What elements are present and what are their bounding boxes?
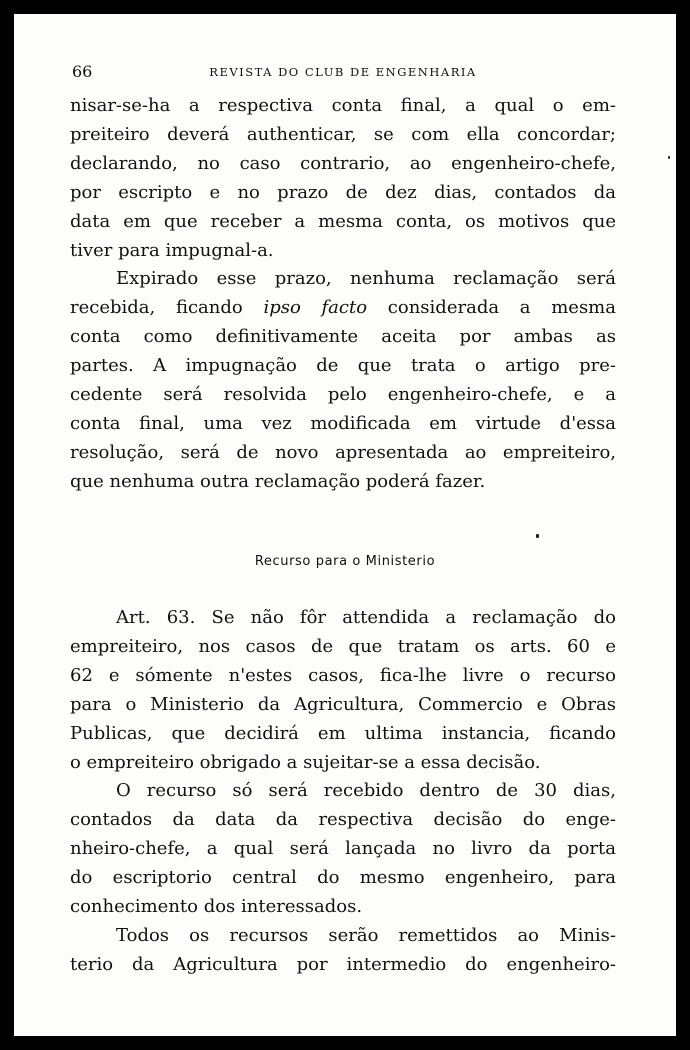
text-fragment: recebida, ficando (70, 297, 243, 319)
text-line: Art. 63. Se não fôr attendida a reclamação do (116, 607, 616, 628)
paragraph-todos (70, 922, 616, 980)
text-line: Expirado esse prazo, nenhuma reclamação será (116, 268, 616, 290)
text-line: O recurso só será recebido dentro de 30 dias, (116, 780, 616, 802)
text-line: empreiteiro, nos casos de que tratam os arts. 60 e (70, 635, 616, 657)
text-line: o empreiteiro obrigado a sujeitar-se a essa decisão. (70, 751, 541, 773)
section-heading: Recurso para o Ministerio (254, 554, 436, 569)
text-line: cedente será resolvida pelo engenheiro-chefe, e a (70, 384, 616, 406)
text-line: declarando, no caso contrario, ao engenheiro-chefe, (70, 152, 616, 174)
paragraph-1 (70, 92, 616, 265)
text-line: data em que receber a mesma conta, os motivos que (70, 210, 616, 232)
text-line: conta como definitivamente aceita por ambas as (70, 326, 616, 348)
text-block-lower (70, 604, 616, 980)
text-line-with-italic (70, 294, 616, 323)
running-head (14, 62, 676, 86)
paragraph-recurso (70, 777, 616, 922)
text-line: preiteiro deverá authenticar, se com ella concordar; (70, 123, 616, 145)
text-line: nisar-se-ha a respectiva conta final, a qual o em- (70, 95, 616, 116)
text-line: por escripto e no prazo de dez dias, contados da (70, 181, 616, 203)
text-line: tiver para impugnal-a. (70, 239, 274, 261)
text-fragment: considerada a mesma (387, 297, 616, 319)
text-line: conta final, uma vez modificada em virtude d'essa (70, 412, 616, 434)
paragraph-2 (70, 265, 616, 496)
text-line: resolução, será de novo apresentada ao empreiteiro, (70, 441, 616, 463)
text-line: Publicas, que decidirá em ultima instancia, ficando (70, 722, 616, 744)
book-page (14, 14, 676, 1036)
print-speck (668, 156, 670, 159)
text-line: 62 e sómente n'estes casos, fica-lhe livre o recurso (70, 664, 616, 686)
text-line: do escriptorio central do mesmo engenheiro, para (70, 867, 616, 889)
text-line: contados da data da respectiva decisão do enge- (70, 809, 616, 831)
text-line: para o Ministerio da Agricultura, Commercio e Obras (70, 693, 616, 715)
text-line: terio da Agricultura por intermedio do engenheiro- (70, 953, 616, 975)
italic-phrase: ipso facto (263, 297, 368, 319)
paragraph-art-63 (70, 604, 616, 777)
text-line: Todos os recursos serão remettidos ao Minis- (116, 924, 616, 946)
print-speck (536, 534, 539, 538)
text-line: partes. A impugnação de que trata o artigo pre- (70, 355, 616, 377)
journal-title: REVISTA DO CLUB DE ENGENHARIA (209, 65, 477, 79)
text-line: que nenhuma outra reclamação poderá fazer. (70, 470, 486, 492)
page-number: 66 (72, 62, 93, 81)
text-line: nheiro-chefe, a qual será lançada no livro da porta (70, 838, 616, 860)
text-line: conhecimento dos interessados. (70, 896, 363, 918)
text-block-upper (70, 92, 616, 497)
